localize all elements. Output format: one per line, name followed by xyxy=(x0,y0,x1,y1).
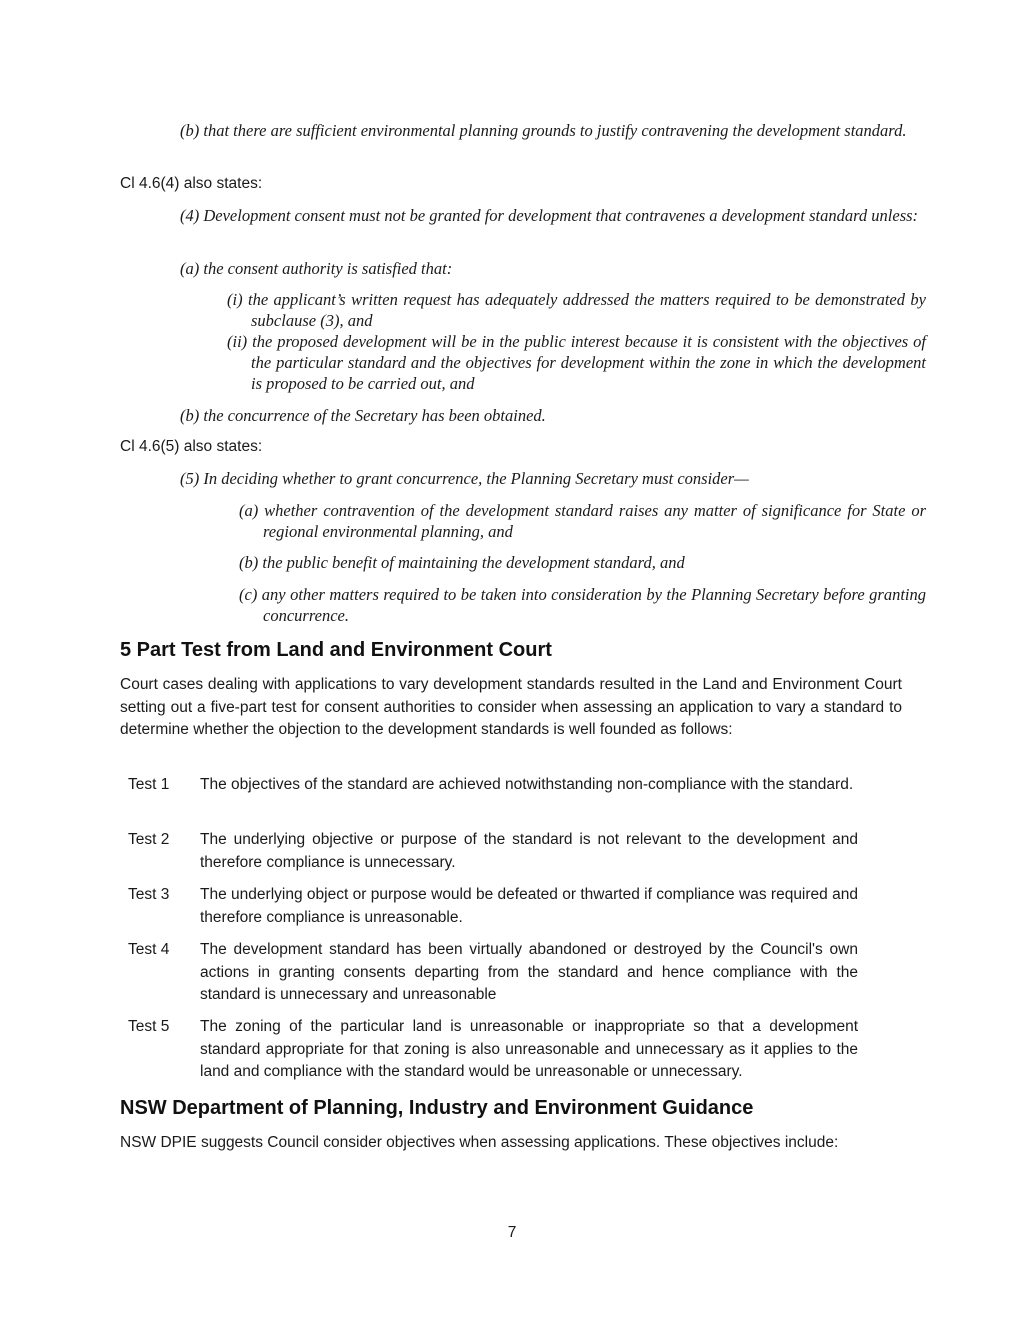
test-label: Test 4 xyxy=(128,941,170,958)
cl-4-6-5-intro: Cl 4.6(5) also states: xyxy=(120,438,263,455)
clause5-main: (5) In deciding whether to grant concurrence, the Planning Secretary must consider— xyxy=(180,469,749,488)
page-number: 7 xyxy=(507,1224,517,1241)
clause5-c: (c) any other matters required to be taken into consideration by the Planning Secretary before granting concurrence. xyxy=(239,585,926,625)
cl-4-6-4-intro: Cl 4.6(4) also states: xyxy=(120,175,263,192)
clause4-a-i: (i) the applicant’s written request has adequately addressed the matters required to be demonstrated by subclause (3), and xyxy=(227,290,926,330)
five-part-test-heading: 5 Part Test from Land and Environment Court xyxy=(120,639,552,661)
five-part-test-intro: Court cases dealing with applications to vary development standards resulted in the Land and Environment Court setting out a five-part test for consent authorities to consider when assessing an application to vary a standard to determine whether the objection to the development standards is well founded as follows: xyxy=(120,676,902,738)
test-text: The underlying object or purpose would be defeated or thwarted if compliance was required and therefore compliance is unreasonable. xyxy=(200,886,858,926)
dpie-guidance-heading: NSW Department of Planning, Industry and Environment Guidance xyxy=(120,1097,754,1119)
clause5-b: (b) the public benefit of maintaining the development standard, and xyxy=(239,553,685,572)
test-text: The objectives of the standard are achieved notwithstanding non-compliance with the standard. xyxy=(200,776,854,793)
clause5-a: (a) whether contravention of the development standard raises any matter of significance for State or regional environmental planning, and xyxy=(239,501,926,541)
clause4-a-ii: (ii) the proposed development will be in the public interest because it is consistent with the objectives of the particular standard and the objectives for development within the zone in which the development is proposed to be carried out, and xyxy=(227,332,926,393)
test-row xyxy=(120,939,860,1009)
clause4-main: (4) Development consent must not be granted for development that contravenes a development standard unless: xyxy=(180,206,919,225)
clause4-b: (b) the concurrence of the Secretary has been obtained. xyxy=(180,406,546,425)
dpie-guidance-intro: NSW DPIE suggests Council consider objectives when assessing applications. These objectives include: xyxy=(120,1134,839,1151)
test-text: The development standard has been virtually abandoned or destroyed by the Council's own actions in granting consents departing from the standard and hence compliance with the standard is unnecessary and unreasonable xyxy=(200,941,858,1003)
test-row xyxy=(120,829,860,877)
test-label: Test 1 xyxy=(128,776,170,793)
test-text: The zoning of the particular land is unreasonable or inappropriate so that a development standard appropriate for that zoning is also unreasonable and unnecessary as it applies to the land and compliance with the standard would be unreasonable or unnecessary. xyxy=(200,1018,858,1080)
clause-b-continued: (b) that there are sufficient environmental planning grounds to justify contravening the development standard. xyxy=(180,121,907,140)
test-row xyxy=(120,884,860,932)
test-label: Test 5 xyxy=(128,1018,170,1035)
test-row xyxy=(120,1016,860,1086)
test-row xyxy=(120,774,860,822)
clause4-a: (a) the consent authority is satisfied that: xyxy=(180,259,453,278)
test-label: Test 2 xyxy=(128,831,170,848)
test-text: The underlying objective or purpose of the standard is not relevant to the development and therefore compliance is unnecessary. xyxy=(200,831,858,871)
test-label: Test 3 xyxy=(128,886,170,903)
